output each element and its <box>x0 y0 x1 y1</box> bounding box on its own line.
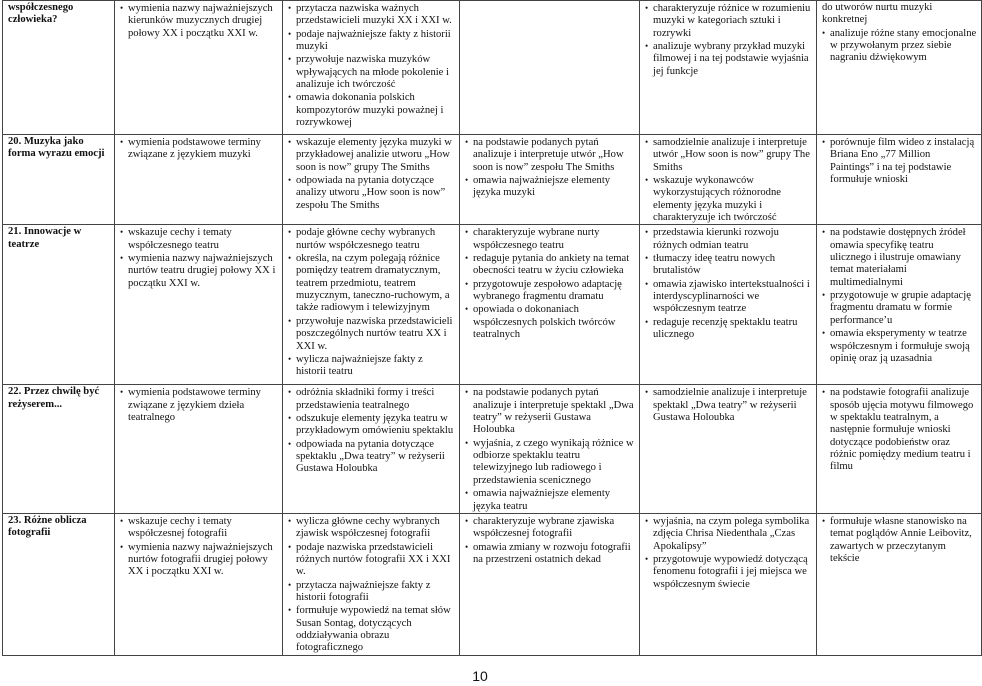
bullet-item: • charakteryzuje wybrane zjawiska współczesnej fotografii <box>465 515 635 541</box>
topic-title: 23. Różne oblicza fotografii <box>8 514 87 539</box>
requirement-cell <box>115 513 283 655</box>
bullet-item: • omawia zjawisko intertekstualności i interdyscyplinarności we współczesnym teatrze <box>645 278 812 316</box>
bullet-item: • przywołuje nazwiska muzyków wpływających na młode pokolenie i analizuje ich twórczość <box>288 53 455 91</box>
bullet-item: • charakteryzuje różnice w rozumieniu muzyki w kategoriach sztuki i rozrywki <box>645 2 812 40</box>
bullet-item: • określa, na czym polegają różnice pomiędzy teatrem dramatycznym, teatrem przedmiotu, teatrem muzycznym, taneczno-ruchowym, a także radiowym i telewizyjnym <box>288 252 455 315</box>
bullet-item: • wyjaśnia, na czym polega symbolika zdjęcia Chrisa Niedenthala „Czas Apokalipsy” <box>645 515 812 553</box>
bullet-item: • wymienia nazwy najważniejszych nurtów teatru drugiej połowy XX i początku XXI w. <box>120 252 278 290</box>
bullet-item: • analizuje wybrany przykład muzyki filmowej i na tej podstawie wyjaśnia jej funkcje <box>645 40 812 78</box>
bullet-item: • przygotowuje w grupie adaptację fragmentu dramatu w formie performance’u <box>822 289 977 327</box>
bullet-item: • odpowiada na pytania dotyczące spektaklu „Dwa teatry” w reżyserii Gustawa Holoubka <box>288 438 455 476</box>
bullet-item: • wskazuje cechy i tematy współczesnego teatru <box>120 226 278 252</box>
bullet-item: • wskazuje elementy języka muzyki w przykładowej analizie utworu „How soon is now” grupy The Smiths <box>288 136 455 174</box>
bullet-item: • omawia dokonania polskich kompozytorów muzyki poważnej i rozrywkowej <box>288 91 455 129</box>
requirement-cell <box>817 225 982 385</box>
table-row <box>3 513 982 655</box>
requirement-cell <box>817 385 982 513</box>
requirement-cell <box>640 135 817 225</box>
bullet-item: • na podstawie podanych pytań analizuje i interpretuje utwór „How soon is now” zespołu The Smiths <box>465 136 635 174</box>
table-row <box>3 1 982 135</box>
bullet-item: • przytacza najważniejsze fakty z historii fotografii <box>288 579 455 605</box>
bullet-item: • na podstawie podanych pytań analizuje i interpretuje spektakl „Dwa teatry” w reżyserii Gustawa Holoubka <box>465 386 635 436</box>
table-row <box>3 385 982 513</box>
table-row <box>3 225 982 385</box>
bullet-item: • wskazuje wykonawców wykorzystujących różnorodne elementy języka muzyki i charakteryzuje ich twórczość <box>645 174 812 224</box>
requirement-cell <box>460 385 640 513</box>
requirement-cell <box>460 1 640 135</box>
bullet-item: • wylicza główne cechy wybranych zjawisk współczesnej fotografii <box>288 515 455 541</box>
bullet-item: • wymienia nazwy najważniejszych kierunków muzycznych drugiej połowy XX i początku XXI w. <box>120 2 278 40</box>
bullet-item: • wymienia podstawowe terminy związane z językiem dzieła teatralnego <box>120 386 278 424</box>
bullet-item: • tłumaczy ideę teatru nowych brutalistów <box>645 252 812 278</box>
topic-cell <box>3 225 115 385</box>
requirement-cell <box>640 385 817 513</box>
bullet-item: • odpowiada na pytania dotyczące analizy utworu „How soon is now” zespołu The Smiths <box>288 174 455 212</box>
requirement-cell <box>283 135 460 225</box>
bullet-item: • przywołuje nazwiska przedstawicieli poszczególnych nurtów teatru XX i XXI w. <box>288 315 455 353</box>
requirement-cell <box>460 513 640 655</box>
bullet-item: • charakteryzuje wybrane nurty współczesnego teatru <box>465 226 635 252</box>
bullet-item: • porównuje film wideo z instalacją Briana Eno „77 Million Paintings” i na tej podstawie formułuje wnioski <box>822 136 977 186</box>
requirement-cell <box>115 135 283 225</box>
topic-title: 22. Przez chwilę być reżyserem... <box>8 386 100 410</box>
bullet-item: • wyjaśnia, z czego wynikają różnice w odbiorze spektaklu teatru telewizyjnego lub radiowego i przedstawienia scenicznego <box>465 437 635 487</box>
topic-cell <box>3 1 115 135</box>
bullet-item: • podaje nazwiska przedstawicieli różnych nurtów fotografii XX i XXI w. <box>288 541 455 579</box>
bullet-item: • przygotowuje zespołowo adaptację wybranego fragmentu dramatu <box>465 278 635 304</box>
requirement-cell <box>817 135 982 225</box>
bullet-item: • na podstawie dostępnych źródeł omawia specyfikę teatru ulicznego i ilustruje omawiany temat materiałami multimedialnymi <box>822 226 977 289</box>
bullet-item: • omawia najważniejsze elementy języka teatru <box>465 487 635 513</box>
bullet-item: • redaguje recenzję spektaklu teatru ulicznego <box>645 316 812 342</box>
bullet-item: • podaje najważniejsze fakty z historii muzyki <box>288 28 455 54</box>
bullet-item: • przytacza nazwiska ważnych przedstawicieli muzyki XX i XXI w. <box>288 2 455 28</box>
bullet-item: • analizuje różne stany emocjonalne w przywołanym przez siebie nagraniu dźwiękowym <box>822 27 977 65</box>
requirement-cell <box>115 225 283 385</box>
table-row <box>3 135 982 225</box>
bullet-item: • formułuje wypowiedź na temat słów Susan Sontag, dotyczących oddziaływania obrazu fotograficznego <box>288 604 455 654</box>
bullet-item: • wylicza najważniejsze fakty z historii teatru <box>288 353 455 379</box>
requirement-cell <box>640 1 817 135</box>
bullet-item: • wskazuje cechy i tematy współczesnej fotografii <box>120 515 278 541</box>
requirement-cell <box>460 135 640 225</box>
topic-title: współczesnego człowieka? <box>8 2 74 26</box>
requirement-cell <box>115 385 283 513</box>
bullet-item: • wymienia podstawowe terminy związane z językiem muzyki <box>120 136 278 162</box>
topic-title: 21. Innowacje w teatrze <box>8 226 82 250</box>
topic-cell <box>3 385 115 513</box>
requirement-cell <box>817 513 982 655</box>
bullet-item: • omawia eksperymenty w teatrze współczesnym i formułuje swoją opinię oraz ją uzasadnia <box>822 327 977 365</box>
bullet-item: • opowiada o dokonaniach współczesnych polskich twórców teatralnych <box>465 303 635 341</box>
bullet-item: • wymienia nazwy najważniejszych nurtów fotografii drugiej połowy XX i początku XXI w. <box>120 541 278 579</box>
bullet-item: • omawia najważniejsze elementy języka muzyki <box>465 174 635 200</box>
requirement-cell <box>283 225 460 385</box>
bullet-item: • na podstawie fotografii analizuje sposób ujęcia motywu filmowego w spektaklu teatralnym, a następnie formułuje wnioski dotyczące podobieństw oraz różnic pomiędzy medium teatru i filmu <box>822 386 977 473</box>
topic-cell <box>3 513 115 655</box>
bullet-item: • redaguje pytania do ankiety na temat obecności teatru w życiu człowieka <box>465 252 635 278</box>
bullet-item: • przedstawia kierunki rozwoju różnych odmian teatru <box>645 226 812 252</box>
topic-cell <box>3 135 115 225</box>
bullet-item: • odszukuje elementy języka teatru w przykładowym omówieniu spektaklu <box>288 412 455 438</box>
bullet-item: • formułuje własne stanowisko na temat poglądów Annie Leibovitz, zawartych w przeczytanym tekście <box>822 515 977 565</box>
continued-text: do utworów nurtu muzyki konkretnej <box>822 2 933 26</box>
bullet-item: • samodzielnie analizuje i interpretuje spektakl „Dwa teatry” w reżyserii Gustawa Holoubka <box>645 386 812 424</box>
requirement-cell <box>640 225 817 385</box>
topic-title: 20. Muzyka jako forma wyrazu emocji <box>8 136 105 160</box>
requirement-cell <box>283 1 460 135</box>
bullet-item: • przygotowuje wypowiedź dotyczącą fenomenu fotografii i jej miejsca we współczesnym świecie <box>645 553 812 591</box>
requirement-cell <box>817 1 982 135</box>
bullet-item: • odróżnia składniki formy i treści przedstawienia teatralnego <box>288 386 455 412</box>
requirement-cell <box>283 513 460 655</box>
bullet-item: • podaje główne cechy wybranych nurtów współczesnego teatru <box>288 226 455 252</box>
requirement-cell <box>460 225 640 385</box>
requirement-cell <box>283 385 460 513</box>
page-number: 10 <box>472 668 488 684</box>
bullet-item: • omawia zmiany w rozwoju fotografii na przestrzeni ostatnich dekad <box>465 541 635 567</box>
bullet-item: • samodzielnie analizuje i interpretuje utwór „How soon is now” grupy The Smiths <box>645 136 812 174</box>
curriculum-table <box>2 0 982 656</box>
requirement-cell <box>640 513 817 655</box>
requirement-cell <box>115 1 283 135</box>
